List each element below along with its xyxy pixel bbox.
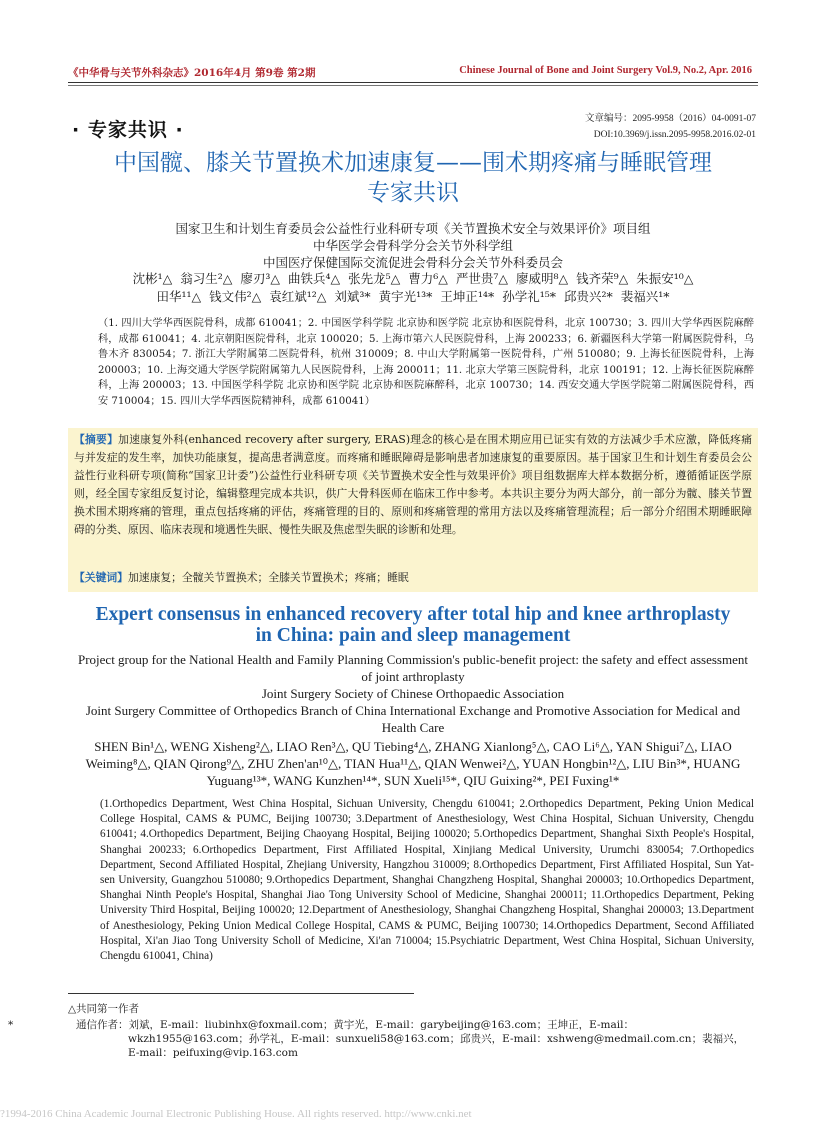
author-cn: 钱文伟²△ bbox=[209, 289, 262, 304]
author-cn: 黄宇光¹³* bbox=[378, 289, 433, 304]
affiliations-cn: （1. 四川大学华西医院骨科，成都 610041；2. 中国医学科学院 北京协和医学院 北京协和医院骨科，北京 100730；3. 四川大学华西医院麻醉科，成都 610041；4. 北京朝阳医院骨科，北京 100020；5. 上海市第六人民医院骨科，上海 200233；6. 新疆医科大学第一附属医院骨科，乌鲁木齐 830054；7. 浙江大学附属第二医院骨科，杭州 310009；8. 中山大学附属第一医院骨科，广州 510080；9. 上海长征医院骨科，上海 200003；10. 上海交通大学医学院附属第九人民医院骨科，上海 200011；11. 北京大学第三医院骨科，北京 100191；12. 上海长征医院麻醉科，上海 200003；13. 中国医学科学院 北京协和医学院 北京协和医院麻醉科，北京 100730；14. 西安交通大学医学院第二附属医院骨科，西安 710004；15. 四川大学华西医院精神科，成都 610041） bbox=[98, 318, 754, 407]
abstract-label: 【摘要】 bbox=[74, 433, 119, 446]
keywords-label: 【关键词】 bbox=[74, 571, 128, 584]
footnote-cofirst-text: 共同第一作者 bbox=[76, 1003, 139, 1015]
copyright-watermark: ?1994-2016 China Academic Journal Electronic Publishing House. All rights reserved. http://www.cnki.net bbox=[0, 1108, 472, 1120]
section-label: · 专家共识 · bbox=[72, 119, 184, 141]
project-groups-cn bbox=[80, 220, 746, 271]
project-groups-en bbox=[74, 651, 752, 736]
author-cn: 袁红斌¹²△ bbox=[269, 289, 327, 304]
author-cn: 裴福兴¹* bbox=[620, 289, 670, 304]
author-cn: 朱振安¹⁰△ bbox=[636, 271, 694, 286]
footnote-correspondence-text: 通信作者：刘斌，E-mail：liubinhx@foxmail.com；黄宇光，E-mail：garybeijing@163.com；王坤正，E-mail：wkzh1955@163.com；孙学礼，E-mail：sunxueli58@163.com；邱贵兴，E-mail：xshweng@medmail.com.cn；裴福兴，E-mail：peifuxing@vip.163.com bbox=[76, 1019, 745, 1059]
author-cn: 邱贵兴²* bbox=[563, 289, 613, 304]
abstract-cn bbox=[74, 431, 752, 540]
authors-en: SHEN Bin¹△, WENG Xisheng²△, LIAO Ren³△, QU Tiebing⁴△, ZHANG Xianlong⁵△, CAO Li⁶△, YAN Shigui⁷△, LIAO Weiming⁸△, QIAN Qirong⁹△, ZHU Zhen'an¹⁰△, TIAN Hua¹¹△, QIAN Wenwei²△, YUAN Hongbin¹²△, LIU Bin³*, HUANG Yuguang¹³*, WANG Kunzhen¹⁴*, SUN Xueli¹⁵*, QIU Guixing²*, PEI Fuxing¹* bbox=[85, 739, 741, 788]
keywords-cn bbox=[74, 569, 752, 587]
title-cn bbox=[60, 148, 766, 208]
article-number: 文章编号：2095-9958（2016）04-0091-07 bbox=[585, 114, 756, 124]
title-en-line: in China: pain and sleep management bbox=[255, 625, 571, 646]
author-cn: 张先龙⁵△ bbox=[348, 271, 401, 286]
author-cn: 翁习生²△ bbox=[180, 271, 233, 286]
group-cn: 中华医学会骨科学分会关节外科学组 bbox=[312, 238, 513, 253]
header-rule-thin bbox=[68, 85, 758, 86]
author-cn: 曹力⁶△ bbox=[408, 271, 448, 286]
group-en: Joint Surgery Committee of Orthopedics Branch of China International Exchange and Promotive Association for Medical and Health Care bbox=[85, 703, 741, 735]
footnote-marker: * bbox=[8, 1019, 14, 1031]
authors-cn-line-2 bbox=[80, 288, 746, 306]
footnote-correspondence bbox=[8, 1018, 754, 1060]
group-en: Joint Surgery Society of Chinese Orthopaedic Association bbox=[261, 686, 565, 701]
title-cn-line: 专家共识 bbox=[367, 180, 459, 206]
author-cn: 廖刃³△ bbox=[240, 271, 280, 286]
footnote-rule bbox=[68, 993, 414, 994]
doi: DOI:10.3969/j.issn.2095-9958.2016.02-01 bbox=[593, 130, 756, 140]
footnote-cofirst bbox=[68, 1002, 754, 1016]
affiliations-en: (1.Orthopedics Department, West China Hospital, Sichuan University, Chengdu 610041; 2.Orthopedics Department, Peking Union Medical College Hospital, CAMS & PUMC, Beijing 100730; 3.Department of Anesthesiology, West China Hospital, Sichuan University, Chengdu 610041; 4.Orthopedics Department, Beijing Chaoyang Hospital, Beijing 100020; 5.Orthopedics Department, Shanghai Sixth People's Hospital, Shanghai 200233; 6.Orthopedics Department, First Affiliated Hospital, Xinjiang Medical University, Urumchi 830054; 7.Orthopedics Department, Second Affiliated Hospital, Zhejiang University, Hangzhou 310009; 8.Orthopedics Department, First Affiliated Hospital, Sun Yat-sen University, Guangzhou 510080; 9.Orthopedics Department, Shanghai Changzheng Hospital, Shanghai 200003; 10.Orthopedics Department, Shanghai Ninth People's Hospital, Shanghai Jiao Tong University School of Medicine, Shanghai 200011; 11.Orthopedics Department, Peking University Third Hospital, Beijing 100020; 12.Department of Anesthesiology, Shanghai Changzheng Hospital, Shanghai 200003; 13.Department of Anesthesiology, Peking Union Medical College Hospital, CAMS & PUMC, Beijing 100730; 14.Orthopedics Department, Second Affiliated Hospital, Xi'an Jiao Tong University Scholl of Medicine, Xi'an 710004; 15.Psychiatric Department, West China Hospital, Sichuan University, Chengdu 610041, China) bbox=[100, 798, 754, 963]
journal-header-cn: 《中华骨与关节外科杂志》2016年4月 第9卷 第2期 bbox=[68, 67, 316, 79]
author-cn: 沈彬¹△ bbox=[132, 271, 173, 286]
group-en: Project group for the National Health and Family Planning Commission's public-benefit project: the safety and effect assessment of joint arthroplasty bbox=[77, 652, 748, 684]
author-cn: 刘斌³* bbox=[334, 289, 371, 304]
author-cn: 钱齐荣⁹△ bbox=[576, 271, 629, 286]
abstract-text: 加速康复外科(enhanced recovery after surgery, ERAS)理念的核心是在围术期应用已证实有效的方法减少手术应激，降低疼痛与并发症的发生率，加快功能康复，提高患者满意度。而疼痛和睡眠障碍是影响患者加速康复的重要原因。基于国家卫生和计划生育委员会公益性行业科研专项(简称“国家卫计委”)公益性行业科研专项《关节置换术安全性与效果评价》项目组数据库大样本数据分析，遵循循证医学原则，经全国专家组反复讨论，编辑整理完成本共识，供广大骨科医师在临床工作中参考。本共识主要分为两大部分，前一部分为髋、膝关节置换术围术期疼痛的管理，重点包括疼痛的评估，疼痛管理的目的、原则和疼痛管理的常用方法以及疼痛管理流程；后一部分介绍围术期睡眠障碍的分类、原因、临床表现和境遇性失眠、慢性失眠及焦虑型失眠的诊断和处理。 bbox=[74, 433, 752, 537]
group-cn: 国家卫生和计划生育委员会公益性行业科研专项《关节置换术安全与效果评价》项目组 bbox=[175, 221, 651, 236]
authors-cn bbox=[80, 270, 746, 306]
journal-header-en: Chinese Journal of Bone and Joint Surgery Vol.9, No.2, Apr. 2016 bbox=[459, 65, 752, 76]
author-cn: 孙学礼¹⁵* bbox=[502, 289, 556, 304]
author-cn: 曲铁兵⁴△ bbox=[287, 271, 341, 286]
title-en bbox=[60, 604, 766, 646]
title-en-line: Expert consensus in enhanced recovery after total hip and knee arthroplasty bbox=[95, 604, 731, 625]
footnote-marker: △ bbox=[68, 1003, 77, 1015]
author-cn: 王坤正¹⁴* bbox=[440, 289, 495, 304]
author-cn: 田华¹¹△ bbox=[156, 289, 202, 304]
author-cn: 廖威明⁸△ bbox=[515, 271, 569, 286]
title-cn-line: 中国髋、膝关节置换术加速康复——围术期疼痛与睡眠管理 bbox=[114, 150, 712, 176]
keywords-text: 加速康复；全髋关节置换术；全膝关节置换术；疼痛；睡眠 bbox=[127, 571, 409, 584]
author-cn: 严世贵⁷△ bbox=[455, 271, 508, 286]
group-cn: 中国医疗保健国际交流促进会骨科分会关节外科委员会 bbox=[262, 255, 563, 270]
authors-cn-line-1 bbox=[80, 270, 746, 288]
header-rule bbox=[68, 82, 758, 83]
